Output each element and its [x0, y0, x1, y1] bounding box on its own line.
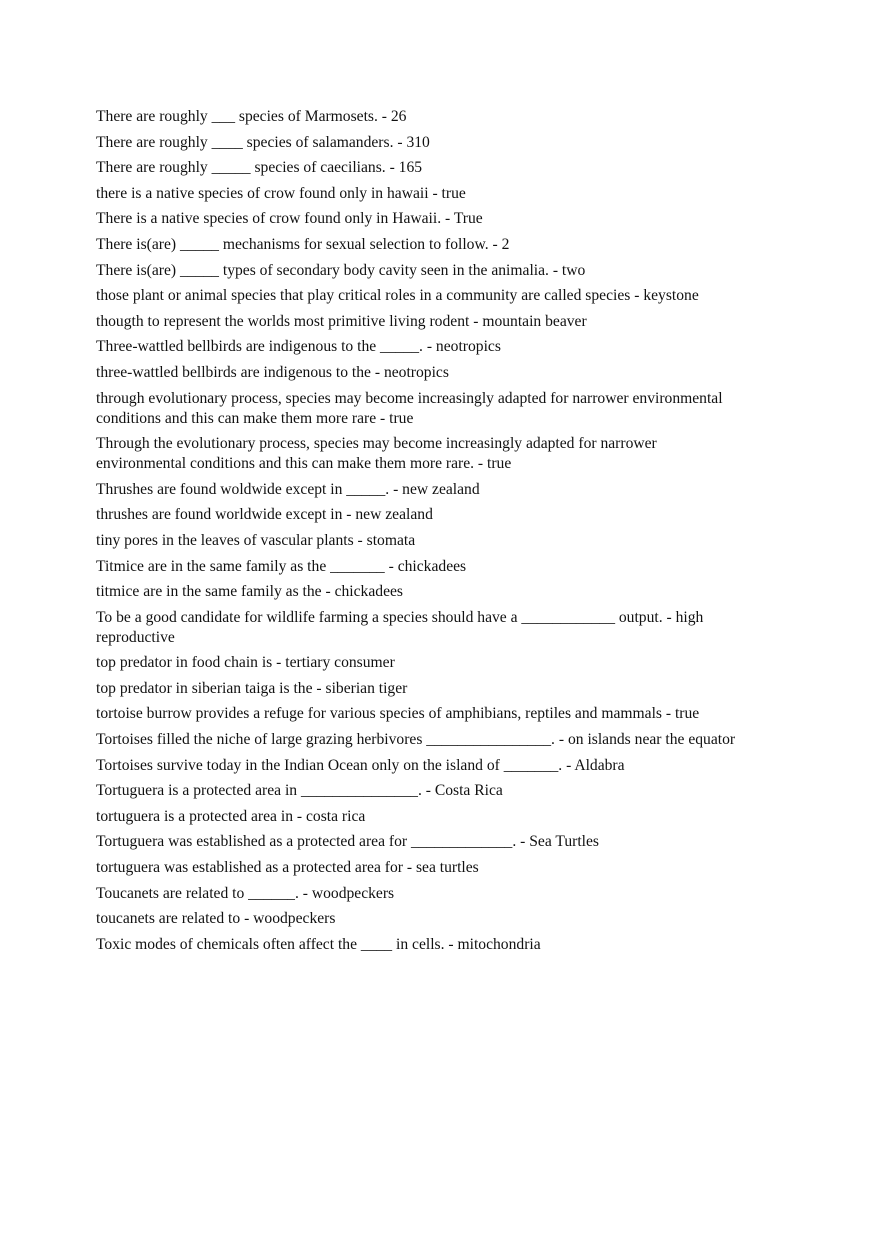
list-item: tortuguera was established as a protected area for - sea turtles: [96, 859, 479, 877]
list-item: Toucanets are related to ______. - woodpeckers: [96, 884, 395, 902]
list-item: Titmice are in the same family as the _______ - chickadees: [96, 557, 467, 575]
list-item: There is a native species of crow found only in Hawaii. - True: [96, 210, 483, 228]
list-item: toucanets are related to - woodpeckers: [96, 910, 336, 928]
list-item: There are roughly ___ species of Marmosets. - 26: [96, 108, 407, 125]
list-item: To be a good candidate for wildlife farming a species should have a ____________ output. - high reproductive: [96, 608, 704, 646]
list-item: top predator in food chain is - tertiary consumer: [96, 654, 395, 672]
list-item: titmice are in the same family as the - chickadees: [96, 583, 403, 601]
list-item: Tortuguera was established as a protected area for _____________. - Sea Turtles: [96, 833, 599, 851]
list-item: There are roughly _____ species of caecilians. - 165: [96, 159, 423, 177]
list-item: There is(are) _____ mechanisms for sexual selection to follow. - 2: [96, 235, 510, 253]
list-item: Tortoises survive today in the Indian Ocean only on the island of _______. - Aldabra: [96, 756, 625, 774]
list-item: there is a native species of crow found only in hawaii - true: [96, 184, 466, 202]
list-item: Thrushes are found woldwide except in _____. - new zealand: [96, 480, 480, 498]
flashcard-list: [96, 107, 746, 960]
list-item: thrushes are found worldwide except in - new zealand: [96, 506, 433, 524]
list-item: three-wattled bellbirds are indigenous to the - neotropics: [96, 363, 449, 381]
list-item: through evolutionary process, species may become increasingly adapted for narrower environmental conditions and this can make them more rare - true: [96, 389, 723, 427]
list-item: those plant or animal species that play critical roles in a community are called species - keystone: [96, 287, 699, 305]
list-item: Toxic modes of chemicals often affect the ____ in cells. - mitochondria: [96, 935, 541, 953]
list-item: Three-wattled bellbirds are indigenous to the _____. - neotropics: [96, 338, 501, 356]
list-item: Tortuguera is a protected area in _______________. - Costa Rica: [96, 782, 503, 800]
list-item: Through the evolutionary process, species may become increasingly adapted for narrower environmental conditions and this can make them more rare. - true: [96, 435, 657, 473]
list-item: thougth to represent the worlds most primitive living rodent - mountain beaver: [96, 312, 587, 330]
list-item: There are roughly ____ species of salamanders. - 310: [96, 133, 430, 151]
list-item: top predator in siberian taiga is the - siberian tiger: [96, 679, 408, 697]
list-item: There is(are) _____ types of secondary body cavity seen in the animalia. - two: [96, 261, 586, 279]
list-item: tortoise burrow provides a refuge for various species of amphibians, reptiles and mammals - true: [96, 705, 700, 723]
list-item: tiny pores in the leaves of vascular plants - stomata: [96, 531, 416, 549]
list-item: tortuguera is a protected area in - costa rica: [96, 807, 366, 825]
list-item: Tortoises filled the niche of large grazing herbivores ________________. - on islands near the equator: [96, 731, 736, 749]
